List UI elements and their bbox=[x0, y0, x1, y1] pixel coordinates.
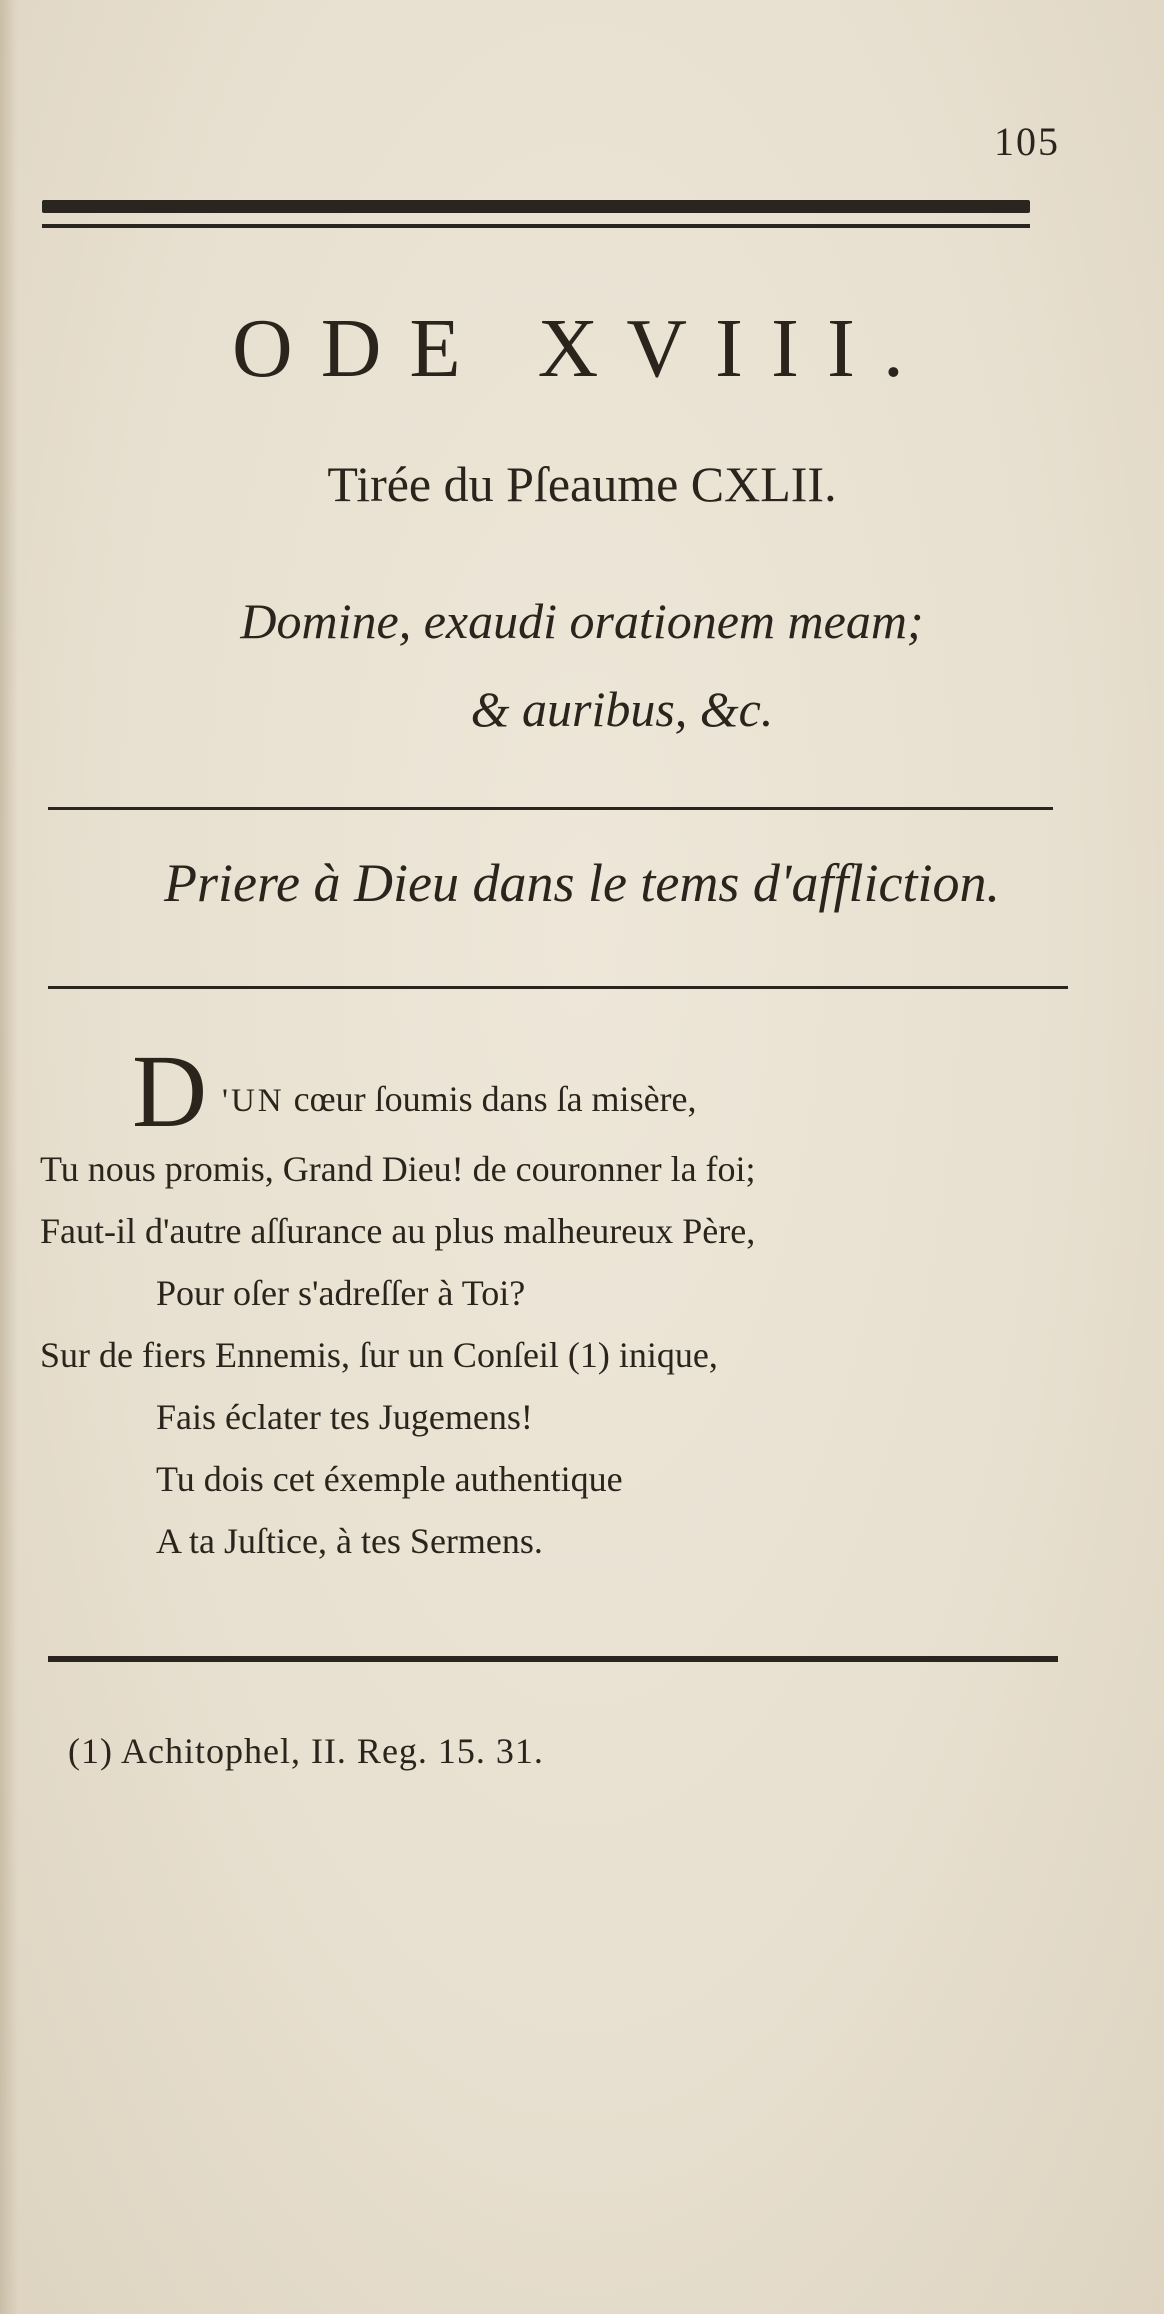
section-rule-upper bbox=[48, 807, 1053, 810]
footnote-rule bbox=[48, 1656, 1058, 1662]
verse-line-6: Fais éclater tes Jugemens! bbox=[156, 1397, 533, 1437]
footnote: (1) Achitophel, II. Reg. 15. 31. bbox=[68, 1731, 544, 1771]
section-rule-lower bbox=[48, 986, 1068, 989]
header-rule-thick bbox=[42, 200, 1030, 213]
ode-title: ODE XVIII. bbox=[232, 302, 932, 395]
verse-line-3: Faut-il d'autre aſſurance au plus malheureux Père, bbox=[40, 1211, 756, 1251]
header-rule-thin bbox=[42, 224, 1030, 228]
verse-line-1-text: cœur ſoumis dans ſa misère, bbox=[284, 1079, 697, 1119]
drop-cap: D bbox=[132, 1034, 208, 1149]
psalm-subtitle: Tirée du Pſeaume CXLII. bbox=[327, 456, 837, 512]
verse-line-5: Sur de fiers Ennemis, ſur un Conſeil (1) inique, bbox=[40, 1335, 718, 1375]
latin-incipit-line-1: Domine, exaudi orationem meam; bbox=[240, 593, 924, 649]
verse-line-7: Tu dois cet éxemple authentique bbox=[156, 1459, 623, 1499]
verse-line-2: Tu nous promis, Grand Dieu! de couronner la foi; bbox=[40, 1149, 756, 1189]
verse-line-8: A ta Juſtice, à tes Sermens. bbox=[156, 1521, 543, 1561]
verse-line-1 bbox=[222, 1078, 697, 1120]
latin-incipit-line-2: & auribus, &c. bbox=[470, 681, 774, 737]
verse-line-1-caps: 'UN bbox=[222, 1083, 285, 1119]
section-heading: Priere à Dieu dans le tems d'affliction. bbox=[164, 853, 1000, 913]
page-number: 105 bbox=[994, 119, 1060, 164]
verse-line-4: Pour oſer s'adreſſer à Toi? bbox=[156, 1273, 526, 1313]
